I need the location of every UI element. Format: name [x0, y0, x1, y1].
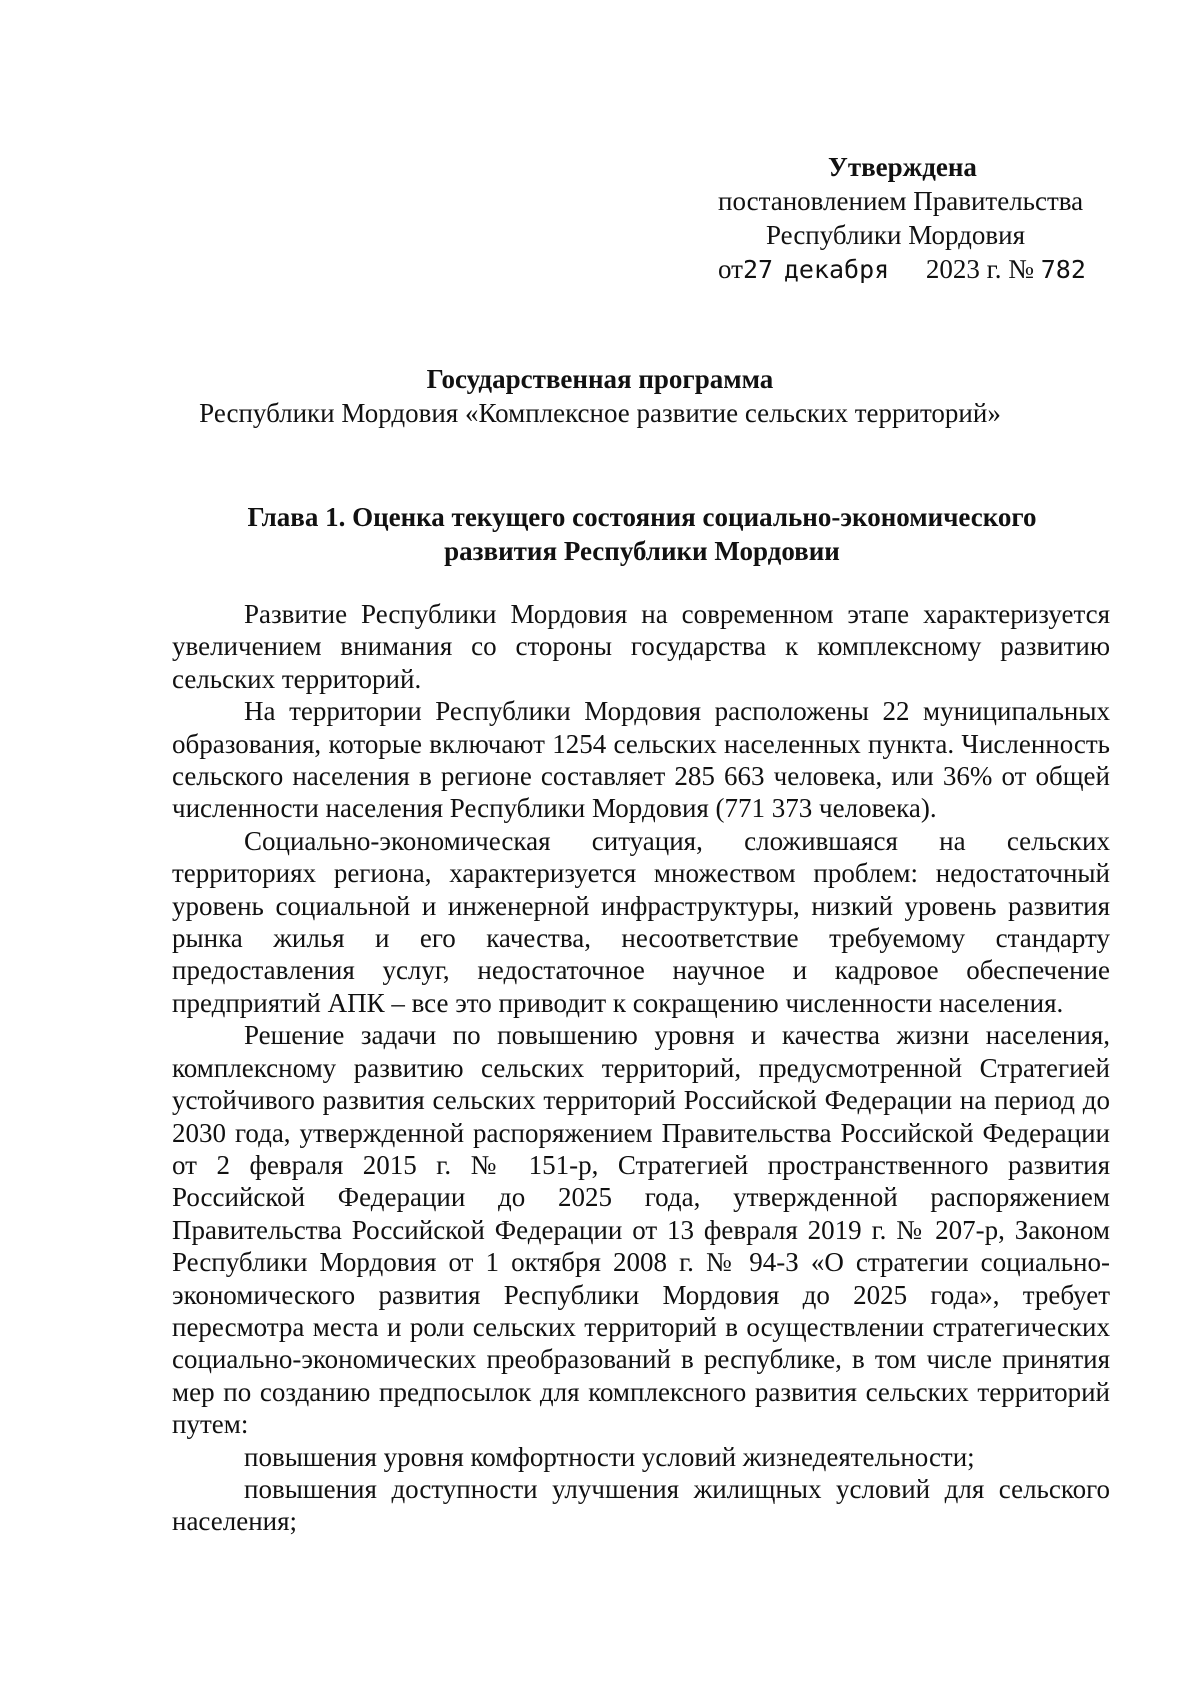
decree-day: 27	[742, 255, 774, 284]
chapter-heading-line1: Глава 1. Оценка текущего состояния социально-экономического	[247, 502, 1037, 532]
approval-block	[712, 150, 1112, 287]
paragraph: повышения уровня комфортности условий жизнедеятельности;	[244, 1441, 975, 1472]
chapter-heading	[172, 500, 1112, 568]
republic-label: Республики Мордовия	[766, 220, 1026, 250]
paragraph: повышения доступности улучшения жилищных условий для сельского населения;	[172, 1473, 1110, 1537]
date-prefix: от	[718, 254, 743, 284]
paragraph: Социально-экономическая ситуация, сложившаяся на сельских территориях региона, характеризуется множеством проблем: недостаточный уровень социальной и инженерной инфраструктуры, низкий уровень развития рынка жилья и его качества, несоответствие требуемому стандарту предоставления услуг, недостаточное научное и кадровое обеспечение предприятий АПК – все это приводит к сокращению численности населения.	[172, 825, 1110, 1018]
decree-number: 782	[1040, 255, 1086, 284]
chapter-heading-line2: развития Республики Мордовии	[444, 536, 840, 566]
decree-date-line	[712, 252, 1112, 287]
approved-label: Утверждена	[828, 152, 977, 182]
program-title: Государственная программа	[426, 364, 774, 394]
paragraph: Решение задачи по повышению уровня и качества жизни населения, комплексному развитию сельских территорий, предусмотренной Стратегией устойчивого развития сельских территорий Российской Федерации на период до 2030 года, утвержденной распоряжением Правительства Российской Федерации от 2 февраля 2015 г. № 151-р, Стратегией пространственного развития Российской Федерации до 2025 года, утвержденной распоряжением Правительства Российской Федерации от 13 февраля 2019 г. № 207-р, Законом Республики Мордовия от 1 октября 2008 г. № 94-З «О стратегии социально-экономического развития Республики Мордовия до 2025 года», требует пересмотра места и роли сельских территорий в осуществлении стратегических социально-экономических преобразований в республике, в том числе принятия мер по созданию предпосылок для комплексного развития сельских территорий путем:	[172, 1020, 1110, 1440]
decree-month: декабря	[783, 255, 890, 284]
body-text	[172, 598, 1110, 1538]
program-subtitle: Республики Мордовия «Комплексное развитие сельских территорий»	[199, 398, 1001, 428]
program-title-block	[150, 362, 1050, 430]
decree-year: 2023 г. №	[925, 254, 1034, 284]
paragraph: На территории Республики Мордовия расположены 22 муниципальных образования, которые включают 1254 сельских населенных пункта. Численность сельского населения в регионе составляет 285 663 человека, или 36% от общей численности населения Республики Мордовия (771 373 человека).	[172, 696, 1110, 824]
paragraph: Развитие Республики Мордовия на современном этапе характеризуется увеличением внимания со стороны государства к комплексному развитию сельских территорий.	[172, 599, 1110, 694]
decree-label: постановлением Правительства	[718, 186, 1084, 216]
